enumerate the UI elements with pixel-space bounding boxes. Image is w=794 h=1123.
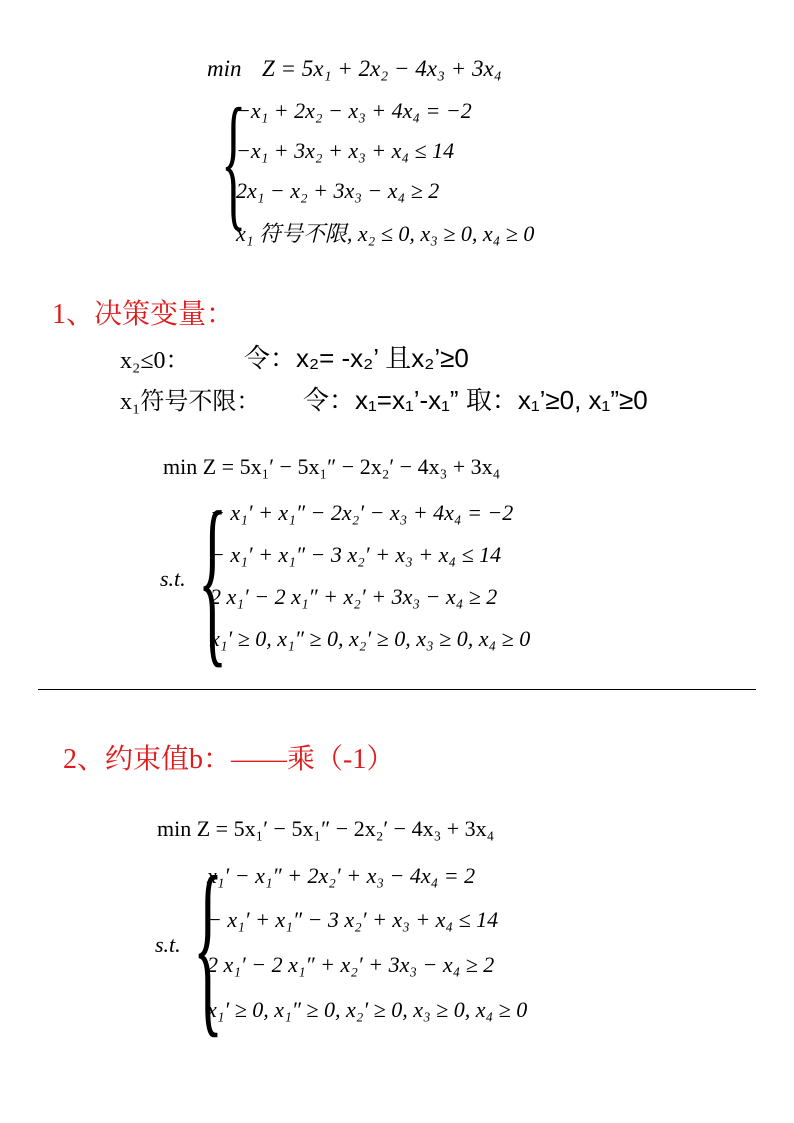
section2-constraint-2: − x₁′ + x₁″ − 3 x₂′ + x₃ + x₄ ≤ 14 — [207, 907, 499, 932]
original-constraint-2: −x₁ + 3x₂ + x₃ + x₄ ≤ 14 — [236, 138, 455, 163]
section1-line1-rhs: 令：x₂= -x₂’ 且x₂’≥0 — [244, 343, 469, 373]
original-brace: { — [221, 78, 247, 244]
section2-heading: 2、约束值b：——乘（-1） — [63, 744, 395, 775]
section1-line2-lhs: x₁符号不限： — [120, 389, 261, 415]
section2-st-label: s.t. — [155, 932, 181, 957]
section1-line1-lhs: x₂≤0： — [120, 348, 190, 374]
section1-constraint-4: x₁′ ≥ 0, x₁″ ≥ 0, x₂′ ≥ 0, x₃ ≥ 0, x₄ ≥ 0 — [210, 626, 531, 651]
original-constraint-4: x₁ 符号不限, x₂ ≤ 0, x₃ ≥ 0, x₄ ≥ 0 — [236, 221, 535, 246]
section1-st-label: s.t. — [160, 566, 186, 591]
section1-objective: min Z = 5x₁′ − 5x₁″ − 2x₂′ − 4x₃ + 3x₄ — [163, 454, 501, 479]
section2-constraint-1: x₁′ − x₁″ + 2x₂′ + x₃ − 4x₄ = 2 — [207, 863, 476, 888]
section1-line2-rhs: 令：x₁=x₁’-x₁” 取：x₁’≥0, x₁”≥0 — [303, 385, 648, 415]
section-divider — [38, 689, 756, 690]
original-objective: Z = 5x₁ + 2x₂ − 4x₃ + 3x₄ — [262, 56, 502, 81]
section2-constraint-3: 2 x₁′ − 2 x₁″ + x₂′ + 3x₃ − x₄ ≥ 2 — [207, 952, 495, 977]
original-min-label: min — [207, 56, 242, 81]
original-constraint-3: 2x₁ − x₂ + 3x₃ − x₄ ≥ 2 — [236, 178, 440, 203]
section1-heading: 1、决策变量： — [52, 299, 235, 330]
section2-objective: min Z = 5x₁′ − 5x₁″ − 2x₂′ − 4x₃ + 3x₄ — [157, 816, 495, 841]
section1-brace: { — [198, 474, 228, 684]
section1-constraint-1: − x₁′ + x₁″ − 2x₂′ − x₃ + 4x₄ = −2 — [210, 500, 514, 525]
section2-constraint-4: x₁′ ≥ 0, x₁″ ≥ 0, x₂′ ≥ 0, x₃ ≥ 0, x₄ ≥ 0 — [207, 997, 528, 1022]
original-constraint-1: −x₁ + 2x₂ − x₃ + 4x₄ = −2 — [236, 98, 472, 123]
section1-constraint-3: 2 x₁′ − 2 x₁″ + x₂′ + 3x₃ − x₄ ≥ 2 — [210, 584, 498, 609]
section1-constraint-2: − x₁′ + x₁″ − 3 x₂′ + x₃ + x₄ ≤ 14 — [210, 542, 502, 567]
section2-brace: { — [193, 837, 224, 1054]
